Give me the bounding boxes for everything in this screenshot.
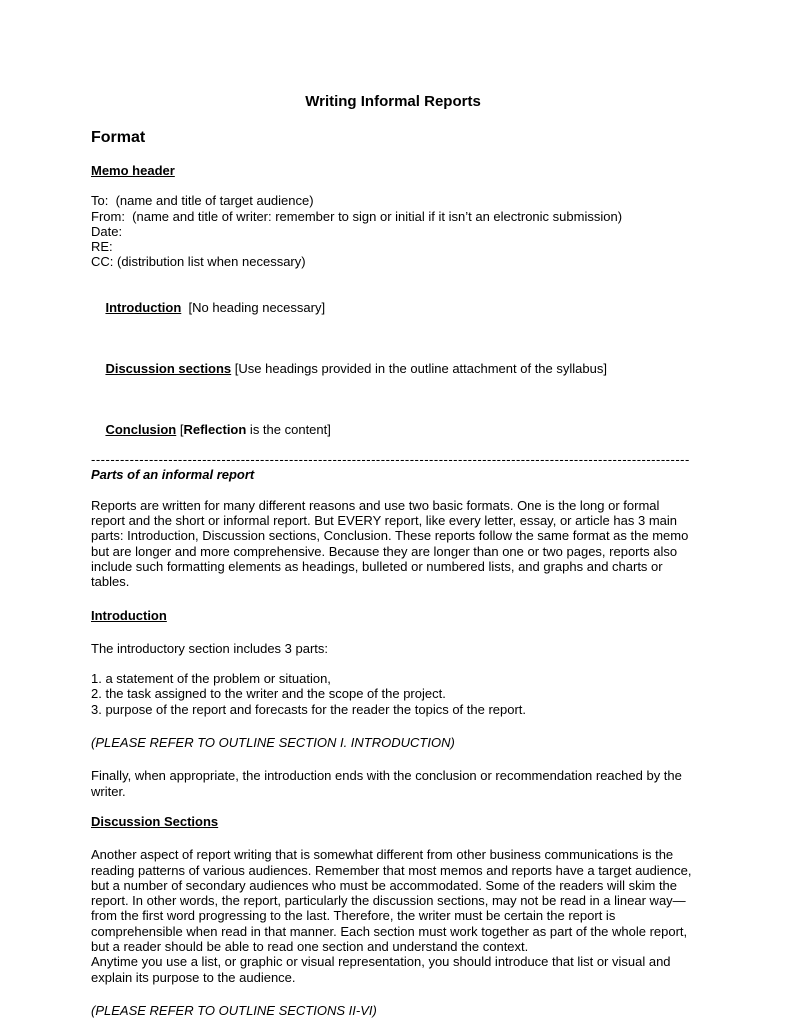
outline-discussion-label: Discussion sections <box>105 360 232 376</box>
memo-line-cc: CC: (distribution list when necessary) <box>91 254 306 270</box>
outline-discussion-rest: [Use headings provided in the outline attachment of the syllabus] <box>231 360 607 376</box>
outline-conclusion-line <box>91 407 695 453</box>
outline-introduction-line <box>91 285 695 331</box>
memo-line-from: From: (name and title of writer: remember to sign or initial if it isn’t an electronic submission) <box>91 208 623 224</box>
introduction-lead-line: The introductory section includes 3 parts: <box>91 640 329 656</box>
memo-header-heading-text: Memo header <box>91 163 175 178</box>
dashed-divider: ---------------------------------------------------------------------------------------------------------------------------- <box>91 452 690 468</box>
memo-fields <box>91 193 695 269</box>
format-heading: Format <box>91 129 146 146</box>
memo-line-date: Date: <box>91 223 123 239</box>
note-outline-sections-2: (PLEASE REFER TO OUTLINE SECTIONS II-VI) <box>91 1002 377 1018</box>
outline-introduction-label: Introduction <box>105 300 182 316</box>
outline-conclusion-label: Conclusion <box>105 421 177 437</box>
paragraph-discussion-reading-patterns: Another aspect of report writing that is somewhat different from other business communications is the reading patterns of various audiences. Remember that most memos and reports have a target audience, but a number of secondary audiences who must be accommodated. Some of the readers will skim the report. In other words, the report, particularly the discussion sections, may not be read in a linear way—from the first word progressing to the last. Therefore, the writer must be certain the report is comprehensible when read in that manner. Each section must work together as part of the whole report, but a reader should be able to read one section and understand the context. <box>91 847 696 954</box>
introduction-section-heading-text: Introduction <box>91 607 167 623</box>
memo-line-to: To: (name and title of target audience) <box>91 193 314 209</box>
note-outline-section-1: (PLEASE REFER TO OUTLINE SECTION I. INTRODUCTION) <box>91 735 455 751</box>
paragraph-finally: Finally, when appropriate, the introduction ends with the conclusion or recommendation reached by the writer. <box>91 768 686 799</box>
outline-discussion-line <box>91 346 695 392</box>
list-item-3: 3. purpose of the report and forecasts for the reader the topics of the report. <box>91 701 527 717</box>
introduction-section-heading <box>91 608 695 623</box>
page-title: Writing Informal Reports <box>305 93 481 110</box>
list-item-1: 1. a statement of the problem or situation, <box>91 671 331 687</box>
introduction-numbered-list <box>91 671 695 717</box>
parts-of-informal-report-heading: Parts of an informal report <box>91 467 255 483</box>
list-item-2: 2. the task assigned to the writer and the scope of the project. <box>91 686 446 702</box>
outline-conclusion-bold-word: Reflection <box>183 421 247 437</box>
outline-introduction-rest: [No heading necessary] <box>181 300 326 316</box>
discussion-sections-heading-text: Discussion Sections <box>91 813 219 829</box>
memo-line-re: RE: <box>91 239 113 255</box>
outline-conclusion-rest: is the content] <box>246 421 331 437</box>
outline-conclusion-bracket: [ <box>176 421 184 437</box>
paragraph-discussion-lists-visuals: Anytime you use a list, or graphic or visual representation, you should introduce that list or visual and explain its purpose to the audience. <box>91 954 675 985</box>
paragraph-reports-overview: Reports are written for many different reasons and use two basic formats. One is the long or formal report and the short or informal report. But EVERY report, like every letter, essay, or article has 3 main parts: Introduction, Discussion sections, Conclusion. These reports follow the same format as the memo but are longer and more comprehensive. Because they are longer than one or two pages, reports also include such formatting elements as headings, bulleted or numbered lists, and graphs and charts or tables. <box>91 497 692 590</box>
memo-header-heading <box>91 163 695 178</box>
discussion-sections-heading <box>91 814 695 829</box>
